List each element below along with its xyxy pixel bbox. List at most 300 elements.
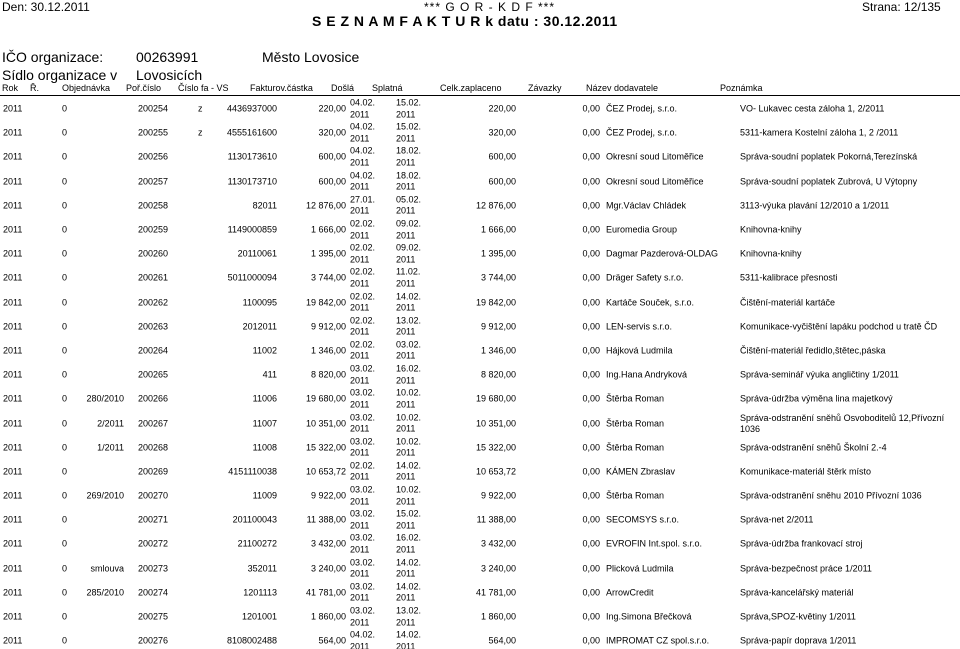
- cell-due-date-day: 14.02.: [396, 291, 422, 302]
- cell-serial: 200254: [138, 103, 169, 114]
- cell-serial: 200274: [138, 587, 169, 598]
- cell-due-date-year: 2011: [396, 447, 416, 458]
- cell-invoice-number: 4151110038: [228, 466, 277, 477]
- cell-paid-total: 9 922,00: [480, 490, 516, 501]
- cell-year: 2011: [3, 321, 23, 332]
- cell-invoice-number: 1130173710: [227, 176, 277, 187]
- cell-due-date-year: 2011: [396, 230, 416, 241]
- cell-note: Knihovna-knihy: [740, 248, 802, 259]
- cell-serial: 200266: [138, 393, 169, 404]
- cell-line: 0: [62, 611, 68, 622]
- cell-received-date-year: 2011: [350, 617, 370, 628]
- cell-due-date-year: 2011: [396, 350, 416, 361]
- cell-due-date-day: 10.02.: [396, 387, 422, 398]
- cell-year: 2011: [3, 490, 23, 501]
- cell-serial: 200267: [138, 418, 169, 429]
- cell-invoice-number: 11002: [252, 345, 277, 356]
- col-castka: Fakturov.částka: [250, 83, 313, 93]
- cell-year: 2011: [3, 176, 23, 187]
- cell-amount: 1 666,00: [310, 224, 346, 235]
- cell-received-date-year: 2011: [350, 254, 370, 265]
- cell-received-date-day: 02.02.: [350, 218, 376, 229]
- cell-received-date-year: 2011: [350, 423, 370, 434]
- cell-due-date: [396, 315, 421, 338]
- cell-due-date-year: 2011: [396, 544, 416, 555]
- cell-year: 2011: [3, 369, 23, 380]
- cell-due-date: [396, 581, 421, 604]
- cell-received-date: [350, 219, 375, 242]
- cell-amount: 3 240,00: [310, 563, 346, 574]
- cell-paid-total: 320,00: [488, 127, 516, 138]
- cell-amount: 11 388,00: [306, 514, 346, 525]
- cell-received-date-year: 2011: [350, 447, 370, 458]
- cell-due-date-year: 2011: [396, 641, 416, 649]
- report-date: Den: 30.12.2011: [2, 0, 90, 14]
- cell-supplier: Plicková Ludmila: [606, 563, 674, 574]
- cell-invoice-number: 20110061: [237, 248, 277, 259]
- cell-supplier: IMPROMAT CZ spol.s.r.o.: [606, 635, 710, 646]
- cell-received-date: [350, 388, 375, 411]
- cell-amount: 19 680,00: [305, 393, 346, 404]
- cell-due-date-year: 2011: [396, 278, 416, 289]
- cell-received-date-year: 2011: [350, 133, 370, 144]
- col-objednavka: Objednávka: [62, 83, 111, 93]
- cell-supplier: Hájková Ludmila: [606, 345, 673, 356]
- cell-year: 2011: [3, 563, 23, 574]
- cell-order: smlouva: [90, 563, 124, 574]
- cell-note: 3113-výuka plavání 12/2010 a 1/2011: [740, 200, 890, 211]
- col-nazev: Název dodavatele: [586, 83, 659, 93]
- table-row: [0, 363, 960, 387]
- cell-due-date: [396, 194, 421, 217]
- cell-received-date-year: 2011: [350, 205, 370, 216]
- cell-paid-total: 1 666,00: [480, 224, 516, 235]
- cell-serial: 200260: [138, 248, 169, 259]
- cell-note: VO- Lukavec cesta záloha 1, 2/2011: [740, 103, 885, 114]
- cell-received-date-day: 04.02.: [350, 629, 376, 640]
- cell-supplier: Kartáče Souček, s.r.o.: [606, 297, 695, 308]
- cell-supplier: ČEZ Prodej, s.r.o.: [606, 103, 678, 114]
- col-poznamka: Poznámka: [720, 83, 763, 93]
- cell-amount: 600,00: [318, 176, 346, 187]
- cell-note: Správa-údržba výměna lina majetkový: [740, 393, 893, 404]
- cell-liabilities: 0,00: [582, 369, 600, 380]
- cell-year: 2011: [3, 611, 23, 622]
- cell-line: 0: [62, 490, 68, 501]
- cell-received-date-day: 04.02.: [350, 170, 376, 181]
- cell-due-date: [396, 98, 421, 121]
- cell-year: 2011: [3, 587, 23, 598]
- cell-liabilities: 0,00: [582, 345, 600, 356]
- cell-due-date-day: 14.02.: [396, 581, 422, 592]
- cell-received-date-year: 2011: [350, 230, 370, 241]
- cell-due-date: [396, 509, 421, 532]
- cell-received-date-day: 03.02.: [350, 557, 376, 568]
- cell-liabilities: 0,00: [582, 490, 600, 501]
- cell-supplier: Štěrba Roman: [606, 442, 665, 453]
- table-row: [0, 436, 960, 460]
- cell-received-date-day: 03.02.: [350, 436, 376, 447]
- cell-liabilities: 0,00: [582, 393, 600, 404]
- cell-due-date: [396, 364, 421, 387]
- cell-due-date: [396, 436, 421, 459]
- cell-supplier: LEN-servis s.r.o.: [606, 321, 673, 332]
- cell-due-date-day: 14.02.: [396, 460, 422, 471]
- col-celkzaplaceno: Celk.zaplaceno: [440, 83, 502, 93]
- cell-paid-total: 15 322,00: [475, 442, 516, 453]
- table-row: [0, 532, 960, 556]
- cell-amount: 19 842,00: [305, 297, 346, 308]
- report-title: S E Z N A M F A K T U R k datu : 30.12.2011: [312, 13, 618, 29]
- cell-due-date-year: 2011: [396, 326, 416, 337]
- cell-year: 2011: [3, 393, 23, 404]
- cell-year: 2011: [3, 151, 23, 162]
- cell-order: 285/2010: [86, 587, 124, 598]
- cell-note: Správa-soudní poplatek Pokorná,Terezínská: [740, 151, 918, 162]
- cell-received-date: [350, 243, 375, 266]
- cell-note: Čištění-materiál kartáče: [740, 297, 836, 308]
- ico-value: 00263991: [136, 49, 199, 65]
- cell-received-date: [350, 315, 375, 338]
- cell-received-date-day: 03.02.: [350, 508, 376, 519]
- cell-received-date-year: 2011: [350, 592, 370, 603]
- table-row: [0, 121, 960, 145]
- cell-received-date-year: 2011: [350, 109, 370, 120]
- cell-due-date-day: 10.02.: [396, 436, 422, 447]
- cell-due-date-year: 2011: [396, 181, 416, 192]
- cell-note: Správa-odstranění sněhu 2010 Přívozní 1036: [740, 490, 922, 501]
- cell-paid-total: 10 653,72: [475, 466, 516, 477]
- cell-supplier: Ing.Hana Andryková: [606, 369, 688, 380]
- cell-received-date-day: 03.02.: [350, 484, 376, 495]
- cell-invoice-number: 201100043: [232, 514, 277, 525]
- cell-supplier: Dräger Safety s.r.o.: [606, 272, 684, 283]
- cell-line: 0: [62, 321, 68, 332]
- cell-amount: 600,00: [318, 151, 346, 162]
- table-row: [0, 629, 960, 649]
- col-splatna: Splatná: [372, 83, 403, 93]
- cell-liabilities: 0,00: [582, 272, 600, 283]
- cell-note: Správa-údržba frankovací stroj: [740, 538, 863, 549]
- cell-received-date-year: 2011: [350, 568, 370, 579]
- cell-amount: 1 346,00: [310, 345, 346, 356]
- cell-invoice-number: 11009: [252, 490, 277, 501]
- cell-due-date-day: 13.02.: [396, 605, 422, 616]
- cell-due-date: [396, 243, 421, 266]
- cell-due-date: [396, 219, 421, 242]
- cell-received-date-day: 03.02.: [350, 363, 376, 374]
- cell-due-date: [396, 267, 420, 290]
- cell-due-date-year: 2011: [396, 133, 416, 144]
- cell-liabilities: 0,00: [582, 611, 600, 622]
- cell-due-date: [396, 146, 421, 169]
- cell-received-date-year: 2011: [350, 544, 370, 555]
- cell-received-date: [350, 436, 375, 459]
- cell-amount: 9 922,00: [310, 490, 346, 501]
- cell-due-date: [396, 291, 421, 314]
- cell-due-date-day: 18.02.: [396, 170, 422, 181]
- seat-label: Sídlo organizace v: [2, 67, 118, 83]
- cell-note: Správa-papír doprava 1/2011: [740, 635, 857, 646]
- col-cislofa: Číslo fa - VS: [178, 83, 229, 93]
- cell-due-date-year: 2011: [396, 375, 416, 386]
- cell-line: 0: [62, 418, 68, 429]
- cell-received-date-day: 02.02.: [350, 460, 376, 471]
- cell-amount: 564,00: [318, 635, 346, 646]
- cell-liabilities: 0,00: [582, 103, 600, 114]
- cell-note: Správa-odstranění sněhů Školní 2.-4: [740, 442, 887, 453]
- cell-invoice-number: 1201001: [241, 611, 277, 622]
- table-row: [0, 315, 960, 339]
- cell-received-date-day: 04.02.: [350, 97, 376, 108]
- cell-order: 1/2011: [97, 442, 124, 453]
- cell-line: 0: [62, 369, 68, 380]
- cell-serial: 200258: [138, 200, 169, 211]
- cell-year: 2011: [3, 538, 23, 549]
- cell-due-date-day: 13.02.: [396, 315, 422, 326]
- cell-liabilities: 0,00: [582, 418, 600, 429]
- cell-received-date-year: 2011: [350, 326, 370, 337]
- cell-year: 2011: [3, 514, 23, 525]
- cell-paid-total: 3 432,00: [480, 538, 516, 549]
- cell-paid-total: 3 240,00: [480, 563, 516, 574]
- cell-due-date-year: 2011: [396, 471, 416, 482]
- cell-liabilities: 0,00: [582, 442, 600, 453]
- cell-note: Čištění-materiál ředidlo,štětec,páska: [740, 345, 886, 356]
- table-row: [0, 411, 960, 435]
- cell-due-date-day: 09.02.: [396, 218, 422, 229]
- cell-due-date-year: 2011: [396, 157, 416, 168]
- cell-due-date: [396, 339, 421, 362]
- cell-received-date: [350, 146, 375, 169]
- cell-invoice-number: 11007: [252, 418, 277, 429]
- cell-due-date: [396, 388, 421, 411]
- cell-received-date: [350, 170, 375, 193]
- cell-due-date: [396, 170, 421, 193]
- cell-received-date-day: 04.02.: [350, 145, 376, 156]
- cell-invoice-number: 4436937000: [226, 103, 277, 114]
- cell-year: 2011: [3, 635, 23, 646]
- cell-received-date: [350, 412, 375, 435]
- cell-paid-total: 564,00: [488, 635, 516, 646]
- cell-received-date-year: 2011: [350, 471, 370, 482]
- cell-line: 0: [62, 635, 68, 646]
- cell-invoice-number: 4555161600: [226, 127, 277, 138]
- cell-paid-total: 1 346,00: [480, 345, 516, 356]
- cell-received-date-day: 03.02.: [350, 412, 376, 423]
- cell-received-date-year: 2011: [350, 157, 370, 168]
- cell-due-date-year: 2011: [396, 254, 416, 265]
- col-porcislo: Poř.číslo: [126, 83, 162, 93]
- cell-year: 2011: [3, 127, 23, 138]
- table-row: [0, 194, 960, 218]
- table-row: [0, 460, 960, 484]
- cell-due-date: [396, 557, 421, 580]
- cell-liabilities: 0,00: [582, 538, 600, 549]
- cell-received-date-day: 02.02.: [350, 339, 376, 350]
- table-row: [0, 484, 960, 508]
- cell-received-date-day: 03.02.: [350, 532, 376, 543]
- cell-year: 2011: [3, 224, 23, 235]
- cell-supplier: Štěrba Roman: [606, 418, 665, 429]
- cell-liabilities: 0,00: [582, 466, 600, 477]
- cell-due-date-year: 2011: [396, 109, 416, 120]
- cell-amount: 320,00: [318, 127, 346, 138]
- cell-received-date-year: 2011: [350, 181, 370, 192]
- cell-received-date-year: 2011: [350, 375, 370, 386]
- cell-line: 0: [62, 466, 68, 477]
- cell-liabilities: 0,00: [582, 297, 600, 308]
- cell-line: 0: [62, 563, 68, 574]
- cell-due-date-year: 2011: [396, 568, 416, 579]
- cell-serial: 200271: [138, 514, 169, 525]
- table-row: [0, 218, 960, 242]
- cell-received-date-day: 04.02.: [350, 121, 376, 132]
- ico-label: IČO organizace:: [2, 49, 104, 65]
- col-rok: Rok: [2, 83, 19, 93]
- cell-note: Knihovna-knihy: [740, 224, 802, 235]
- cell-received-date-year: 2011: [350, 496, 370, 507]
- cell-liabilities: 0,00: [582, 321, 600, 332]
- cell-year: 2011: [3, 297, 23, 308]
- table-row: [0, 97, 960, 121]
- cell-serial: 200269: [138, 466, 169, 477]
- cell-serial: 200270: [138, 490, 169, 501]
- table-row: [0, 170, 960, 194]
- col-dosla: Došlá: [331, 83, 355, 93]
- cell-invoice-number: 5011000094: [227, 272, 277, 283]
- cell-supplier: Okresní soud Litoměřice: [606, 151, 704, 162]
- cell-liabilities: 0,00: [582, 151, 600, 162]
- cell-invoice-number: 1100095: [242, 297, 277, 308]
- cell-due-date-day: 03.02.: [396, 339, 422, 350]
- cell-year: 2011: [3, 418, 23, 429]
- cell-note: Správa-soudní poplatek Zubrová, U Výtopny: [740, 176, 918, 187]
- table-row: [0, 605, 960, 629]
- cell-received-date: [350, 364, 375, 387]
- cell-serial: 200265: [138, 369, 169, 380]
- cell-year: 2011: [3, 466, 23, 477]
- cell-line: 0: [62, 151, 68, 162]
- cell-received-date-year: 2011: [350, 641, 370, 649]
- cell-received-date-day: 02.02.: [350, 291, 376, 302]
- cell-invoice-number: 1149000859: [227, 224, 277, 235]
- cell-line: 0: [62, 393, 68, 404]
- cell-serial: 200272: [138, 538, 169, 549]
- cell-supplier: Štěrba Roman: [606, 490, 665, 501]
- cell-line: 0: [62, 538, 68, 549]
- cell-paid-total: 1 860,00: [480, 611, 516, 622]
- cell-invoice-number: 2012011: [242, 321, 277, 332]
- cell-flag: z: [198, 103, 203, 114]
- cell-supplier: Euromedia Group: [606, 224, 678, 235]
- cell-due-date-year: 2011: [396, 399, 416, 410]
- cell-due-date-day: 11.02.: [396, 266, 421, 277]
- cell-paid-total: 8 820,00: [480, 369, 516, 380]
- cell-due-date-day: 09.02.: [396, 242, 422, 253]
- cell-received-date-year: 2011: [350, 520, 370, 531]
- cell-note: Správa-bezpečnost práce 1/2011: [740, 563, 872, 574]
- cell-received-date: [350, 533, 375, 556]
- cell-due-date-day: 16.02.: [396, 532, 422, 543]
- cell-serial: 200273: [138, 563, 169, 574]
- cell-supplier: SECOMSYS s.r.o.: [606, 514, 680, 525]
- cell-serial: 200268: [138, 442, 169, 453]
- cell-due-date-day: 16.02.: [396, 363, 422, 374]
- cell-invoice-number: 352011: [247, 563, 277, 574]
- cell-invoice-number: 1130173610: [227, 151, 277, 162]
- cell-received-date: [350, 194, 375, 217]
- table-row: [0, 581, 960, 605]
- table-row: [0, 145, 960, 169]
- cell-amount: 3 432,00: [310, 538, 346, 549]
- cell-amount: 10 351,00: [305, 418, 346, 429]
- cell-invoice-number: 411: [262, 369, 277, 380]
- cell-supplier: Dagmar Pazderová-OLDAG: [606, 248, 719, 259]
- table-row: [0, 266, 960, 290]
- cell-received-date-year: 2011: [350, 302, 370, 313]
- cell-line: 0: [62, 272, 68, 283]
- cell-invoice-number: 11008: [252, 442, 277, 453]
- cell-serial: 200256: [138, 151, 169, 162]
- cell-due-date-year: 2011: [396, 423, 416, 434]
- cell-due-date-day: 15.02.: [396, 121, 422, 132]
- cell-serial: 200276: [138, 635, 169, 646]
- cell-supplier: KÁMEN Zbraslav: [606, 466, 676, 477]
- cell-serial: 200259: [138, 224, 169, 235]
- report-system-title: *** G O R - K D F ***: [424, 0, 556, 14]
- cell-amount: 1 860,00: [310, 611, 346, 622]
- cell-received-date-year: 2011: [350, 350, 370, 361]
- cell-received-date-year: 2011: [350, 278, 370, 289]
- cell-received-date: [350, 557, 375, 580]
- cell-due-date: [396, 122, 421, 145]
- cell-amount: 220,00: [318, 103, 346, 114]
- cell-paid-total: 600,00: [488, 151, 516, 162]
- organization-name: Město Lovosice: [262, 49, 360, 65]
- cell-amount: 12 876,00: [305, 200, 346, 211]
- cell-order: 269/2010: [86, 490, 124, 501]
- cell-paid-total: 12 876,00: [475, 200, 516, 211]
- cell-due-date-year: 2011: [396, 520, 416, 531]
- cell-paid-total: 3 744,00: [480, 272, 516, 283]
- cell-paid-total: 11 388,00: [476, 514, 516, 525]
- cell-received-date: [350, 485, 375, 508]
- cell-received-date: [350, 509, 375, 532]
- cell-received-date: [350, 581, 375, 604]
- cell-year: 2011: [3, 345, 23, 356]
- cell-paid-total: 19 680,00: [475, 393, 516, 404]
- cell-due-date: [396, 606, 421, 629]
- cell-liabilities: 0,00: [582, 587, 600, 598]
- cell-paid-total: 1 395,00: [480, 248, 516, 259]
- table-row: [0, 508, 960, 532]
- cell-supplier: EVROFIN Int.spol. s.r.o.: [606, 538, 703, 549]
- cell-received-date: [350, 339, 375, 362]
- cell-line: 0: [62, 442, 68, 453]
- cell-line: 0: [62, 514, 68, 525]
- cell-due-date-year: 2011: [396, 205, 416, 216]
- cell-received-date-year: 2011: [350, 399, 370, 410]
- cell-supplier: ArrowCredit: [606, 587, 654, 598]
- cell-line: 0: [62, 297, 68, 308]
- cell-invoice-number: 21100272: [237, 538, 277, 549]
- cell-due-date-day: 10.02.: [396, 484, 422, 495]
- cell-due-date-year: 2011: [396, 617, 416, 628]
- cell-received-date: [350, 606, 375, 629]
- cell-due-date-day: 15.02.: [396, 97, 422, 108]
- cell-amount: 41 781,00: [305, 587, 346, 598]
